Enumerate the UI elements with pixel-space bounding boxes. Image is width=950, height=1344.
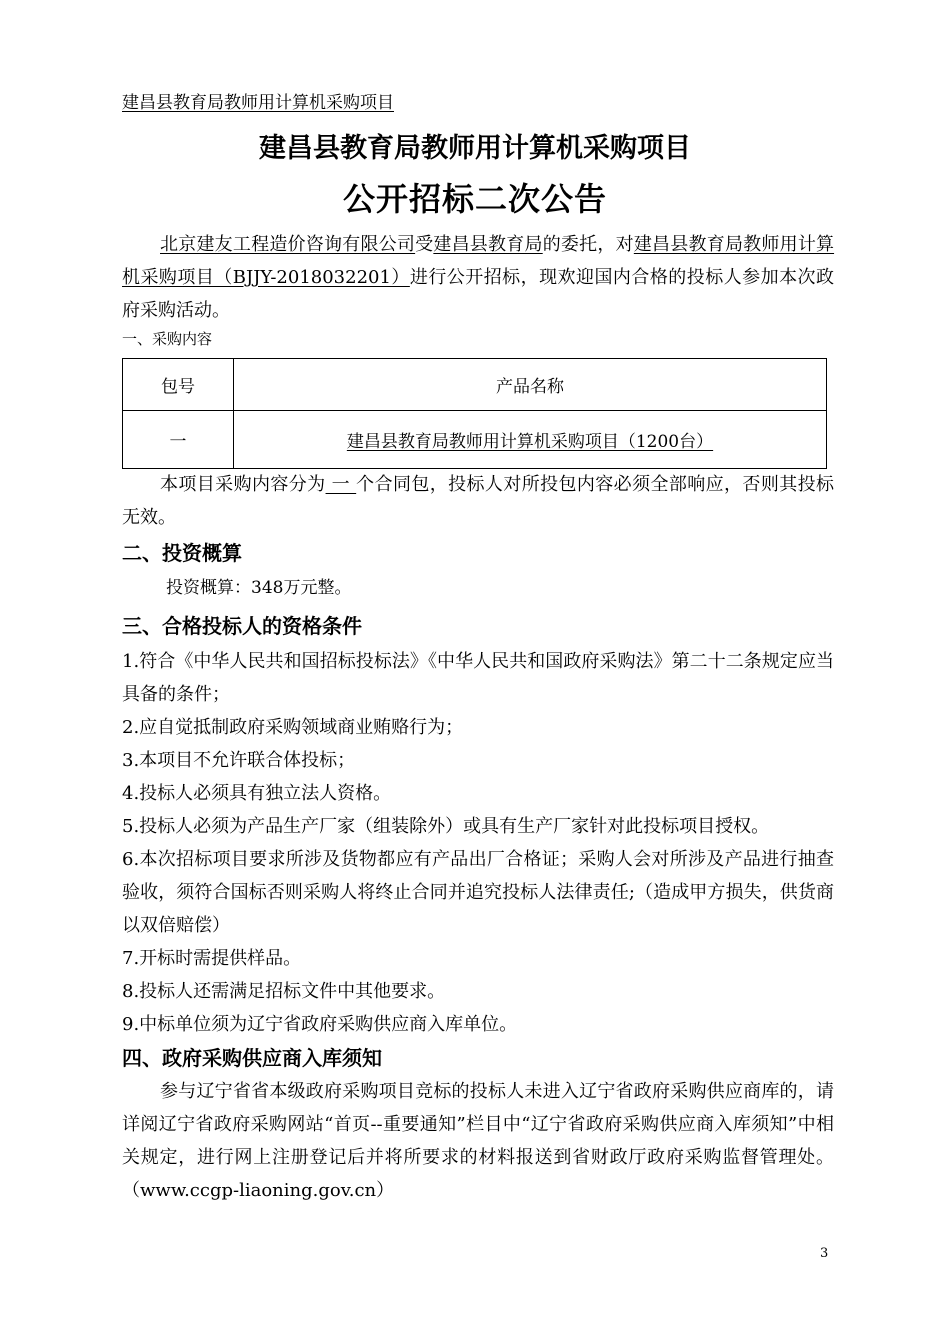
list-item: 1.符合《中华人民共和国招标投标法》《中华人民共和国政府采购法》第二十二条规定应当具备的条件； [122,651,834,705]
list-item: 8.投标人还需满足招标文件中其他要求。 [122,981,446,1002]
procurement-table [122,358,827,469]
running-header: 建昌县教育局教师用计算机采购项目 [122,93,394,113]
list-item: 2.应自觉抵制政府采购领域商业贿赂行为； [122,717,464,738]
section-3-heading: 三、合格投标人的资格条件 [122,614,362,638]
section-1-heading: 一、采购内容 [122,330,213,348]
table-cell-product: 建昌县教育局教师用计算机采购项目（1200台） [234,411,827,469]
list-item: 3.本项目不允许联合体投标； [122,750,356,771]
table-header-package: 包号 [123,359,234,411]
agency-name: 北京建友工程造价咨询有限公司 [160,234,416,255]
qualification-list [122,645,834,1041]
table-header-row [123,359,827,411]
table-row [123,411,827,469]
project-title: 建昌县教育局教师用计算机采购项目 [259,133,691,164]
list-item: 4.投标人必须具有独立法人资格。 [122,783,392,804]
project-name: 建昌县教育局教师用计算机采购项目（BJJY-2018032201） [122,234,835,288]
list-item: 7.开标时需提供样品。 [122,948,302,969]
section-4-heading: 四、政府采购供应商入库须知 [122,1046,382,1070]
announcement-title: 公开招标二次公告 [342,180,607,218]
list-item: 9.中标单位须为辽宁省政府采购供应商入库单位。 [122,1014,518,1035]
intro-paragraph: 北京建友工程造价咨询有限公司受建昌县教育局的委托，对建昌县教育局教师用计算机采购项目（BJJY-2018032201）进行公开招标，现欢迎国内合格的投标人参加本次政府采购活动。 [122,234,835,321]
list-item: 6.本次招标项目要求所涉及货物都应有产品出厂合格证；采购人会对所涉及产品进行抽查验收，须符合国标否则采购人将终止合同并追究投标人法律责任;（造成甲方损失，供货商以双倍赔偿） [122,849,834,936]
investment-estimate: 投资概算：348万元整。 [166,578,352,598]
page-number: 3 [820,1246,829,1261]
section-2-heading: 二、投资概算 [122,541,242,565]
package-count: 一 [325,474,357,495]
registration-notice: 参与辽宁省省本级政府采购项目竞标的投标人未进入辽宁省政府采购供应商库的，请详阅辽宁省政府采购网站“首页--重要通知”栏目中“辽宁省政府采购供应商入库须知”中相关规定，进行网上注册登记后并将所要求的材料报送到省财政厅政府采购监督管理处。（www.ccgp-liaoning.gov.cn） [122,1081,835,1201]
list-item: 5.投标人必须为产品生产厂家（组装除外）或具有生产厂家针对此投标项目授权。 [122,816,770,837]
table-cell-package: 一 [123,411,234,469]
purchaser-name: 建昌县教育局 [433,234,543,255]
package-note: 本项目采购内容分为 一 个合同包，投标人对所投包内容必须全部响应，否则其投标无效。 [122,474,834,528]
table-header-product: 产品名称 [234,359,827,411]
